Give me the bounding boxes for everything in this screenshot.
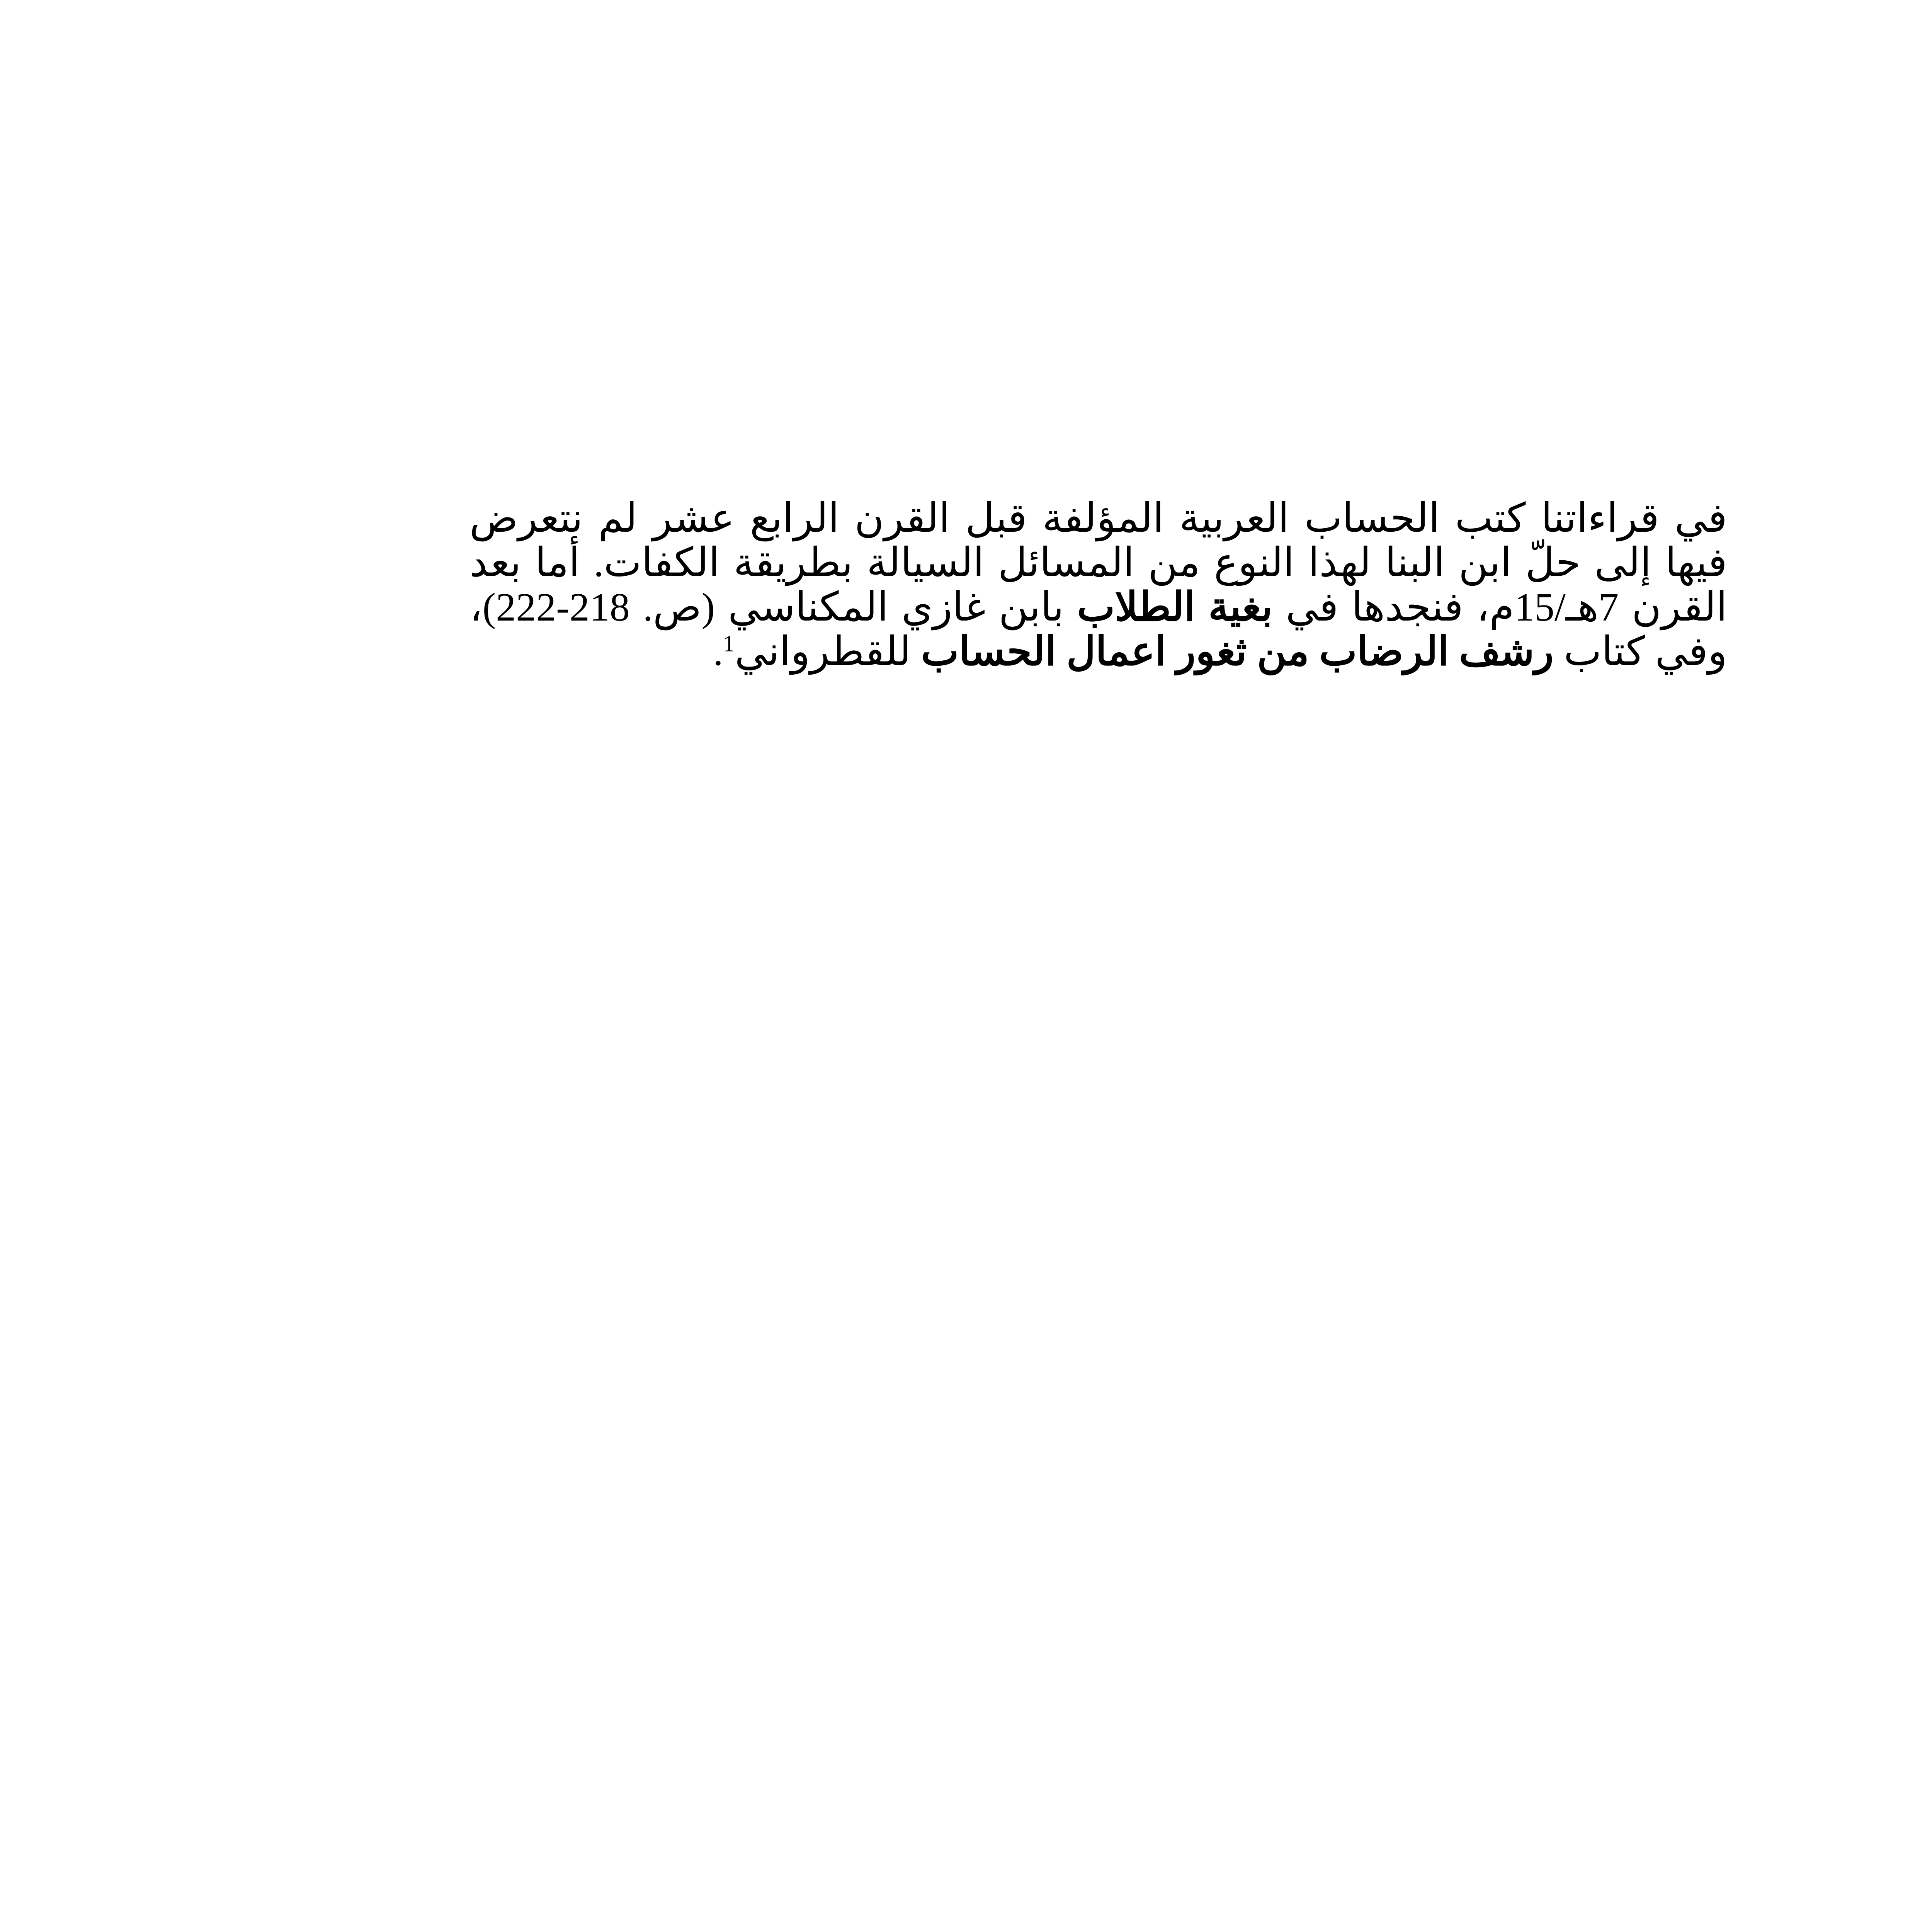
book-title-bughyat-al-tullab: بغية الطلاب (1077, 585, 1273, 629)
paragraph-text-part4: . (713, 629, 723, 674)
body-paragraph (469, 496, 1727, 674)
book-title-rashf-al-rudab: رشف الرضاب من ثغور اعمال الحساب (921, 629, 1554, 674)
footnote-reference: 1 (723, 631, 735, 656)
paragraph-text-part3: للقطرواني (735, 629, 921, 674)
paragraph-text-part2: بابن غازي المكناسي (ص. 218-222)، وفي كتاب (469, 585, 1727, 674)
paragraph-text-part1: في قراءاتنا كتب الحساب العربية المؤلفة قبل القرن الرابع عشر لم نتعرض فيها إلى حلّ ابن البنا لهذا النوع من المسائل السيالة بطريقة الكفات. أما بعد القرن 7هـ/15م، فنجدها في (469, 496, 1727, 629)
